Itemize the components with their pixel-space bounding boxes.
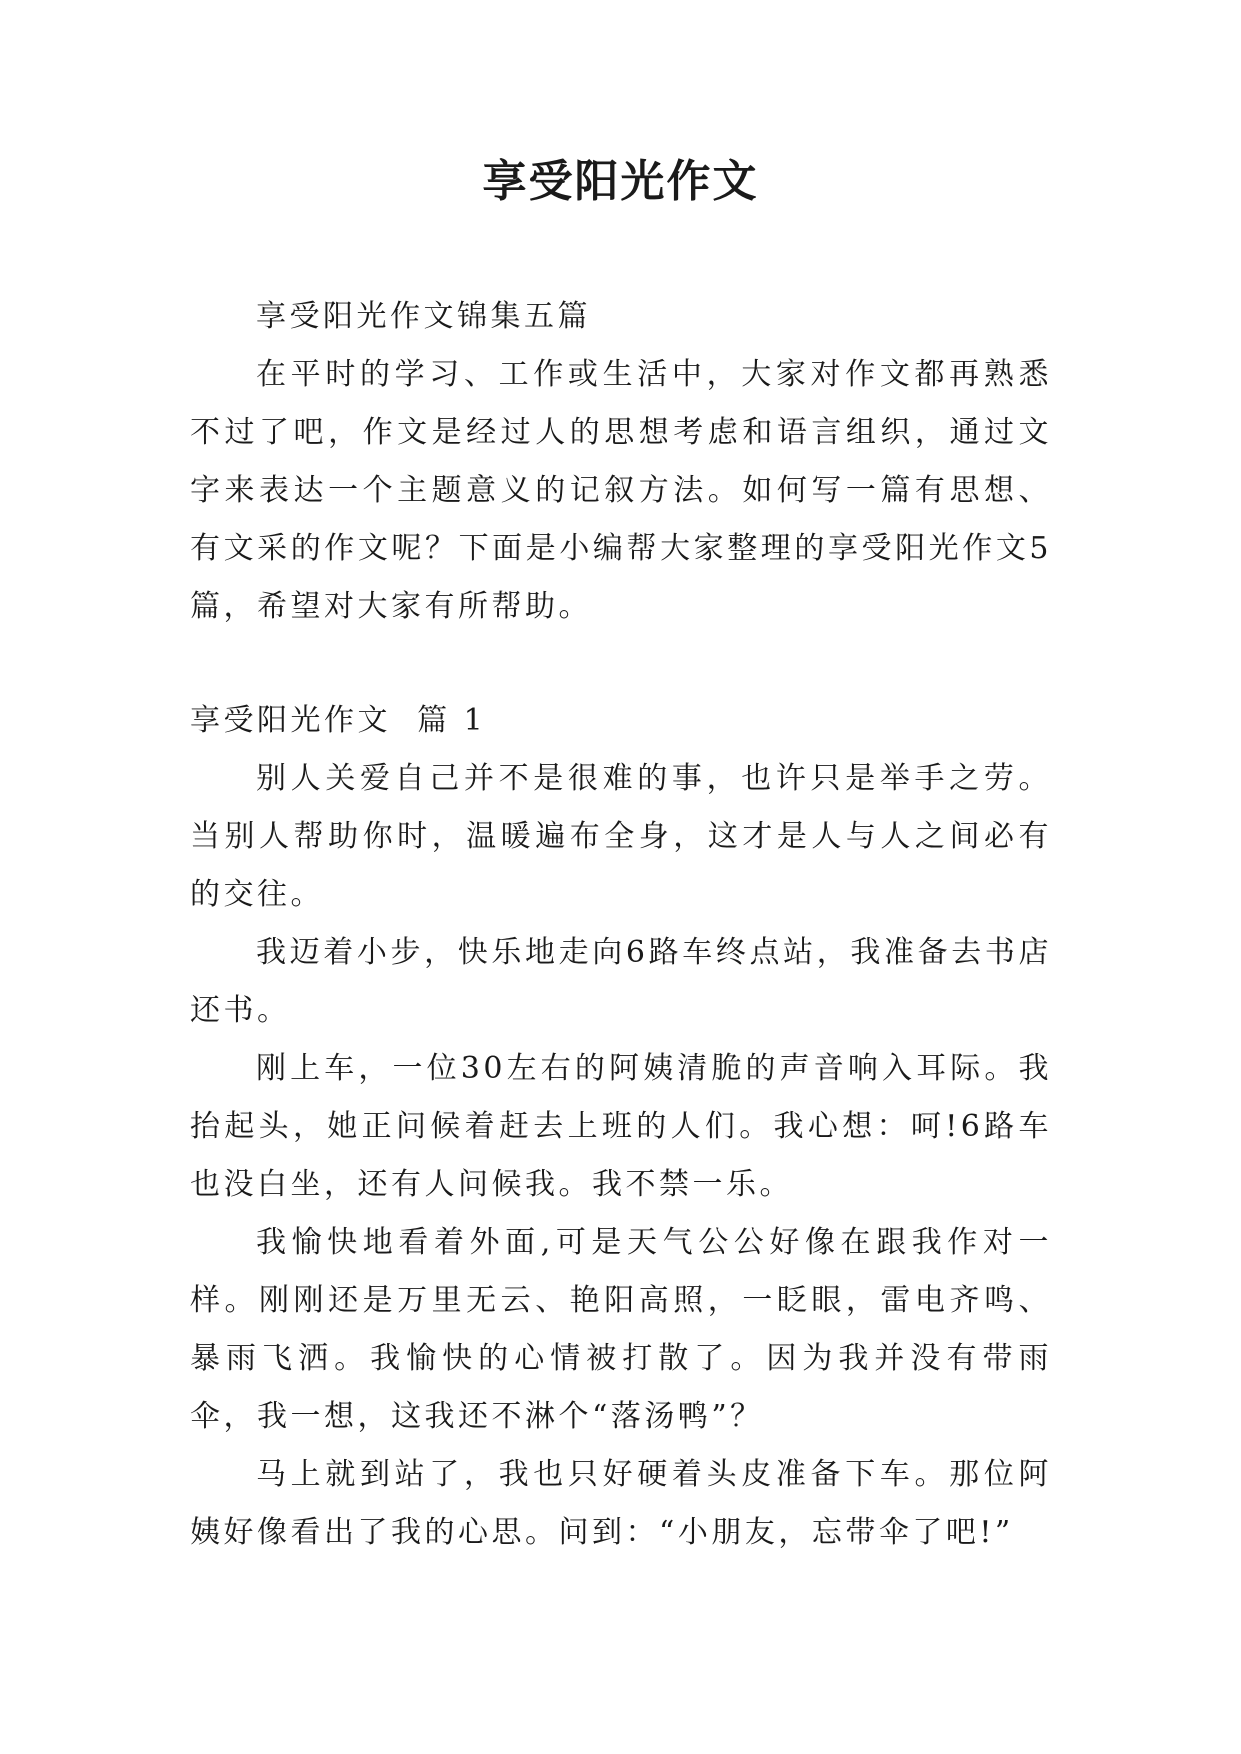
body-paragraph: 马上就到站了，我也只好硬着头皮准备下车。那位阿姨好像看出了我的心思。问到：“小朋友，忘带伞了吧!” <box>190 1457 1052 1550</box>
body-paragraph: 我愉快地看着外面,可是天气公公好像在跟我作对一样。刚刚还是万里无云、艳阳高照，一眨眼，雷电齐鸣、暴雨飞洒。我愉快的心情被打散了。因为我并没有带雨伞，我一想，这我还不淋个“落汤鸭”？ <box>190 1225 1052 1434</box>
document-body <box>190 288 1052 1562</box>
section-heading: 享受阳光作文 篇 1 <box>190 703 487 738</box>
body-paragraph: 我迈着小步，快乐地走向6路车终点站，我准备去书店还书。 <box>190 935 1052 1028</box>
body-paragraph: 别人关爱自己并不是很难的事，也许只是举手之劳。当别人帮助你时，温暖遍布全身，这才是人与人之间必有的交往。 <box>190 761 1052 912</box>
document-title: 享受阳光作文 <box>482 156 759 207</box>
intro-paragraph: 在平时的学习、工作或生活中，大家对作文都再熟悉不过了吧，作文是经过人的思想考虑和语言组织，通过文字来表达一个主题意义的记叙方法。如何写一篇有思想、有文采的作文呢？下面是小编帮大家整理的享受阳光作文5篇，希望对大家有所帮助。 <box>190 357 1052 624</box>
body-paragraph: 刚上车，一位30左右的阿姨清脆的声音响入耳际。我抬起头，她正问候着赶去上班的人们。我心想：呵!6路车也没白坐，还有人问候我。我不禁一乐。 <box>190 1051 1052 1202</box>
document-subtitle: 享受阳光作文锦集五篇 <box>256 299 591 334</box>
